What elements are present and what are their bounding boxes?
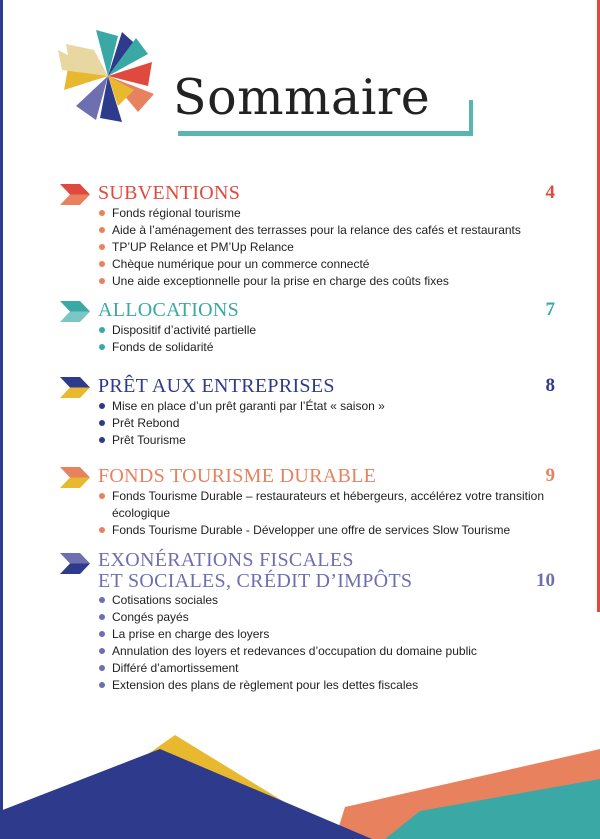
list-item[interactable]: Extension des plans de règlement pour les dettes fiscales [98,677,555,694]
bullet-dot [99,614,105,620]
list-item[interactable]: Fonds Tourisme Durable – restaurateurs et hébergeurs, accélérez votre transition écologique [98,488,555,522]
item-list [98,488,555,539]
page-number: 9 [545,465,555,486]
section-title: ALLOCATIONS [98,299,240,321]
chevron-right-icon [60,553,90,574]
list-item[interactable]: Une aide exceptionnelle pour la prise en charge des coûts fixes [98,273,555,290]
bullet-dot [99,597,105,603]
section-allocations [60,298,555,356]
section-title-line-1: EXONÉRATIONS FISCALES [98,549,354,571]
bullet-dot [99,244,105,250]
chevron-right-icon [60,184,90,205]
section-subventions [60,181,555,290]
section-title: FONDS TOURISME DURABLE [98,465,377,487]
section-heading[interactable] [60,374,555,398]
page-number: 8 [545,375,555,396]
page-number: 7 [545,299,555,320]
decorative-footer-shapes [0,735,600,839]
list-item[interactable]: TP’UP Relance et PM’Up Relance [98,239,555,256]
list-item[interactable]: Fonds de solidarité [98,339,555,356]
page-title: Sommaire [173,69,431,126]
list-item[interactable]: Mise en place d’un prêt garanti par l’État « saison » [98,398,555,415]
section-title: SUBVENTIONS [98,182,241,204]
list-item[interactable]: Fonds régional tourisme [98,205,555,222]
chevron-right-icon [60,467,90,488]
bullet-dot [99,327,105,333]
section-heading[interactable] [60,181,555,205]
bullet-dot [99,631,105,637]
section-fonds-tourisme-durable [60,464,555,539]
list-item[interactable]: Cotisations sociales [98,592,555,609]
list-item[interactable]: La prise en charge des loyers [98,626,555,643]
list-item[interactable]: Chèque numérique pour un commerce connecté [98,256,555,273]
list-item[interactable]: Prêt Tourisme [98,432,555,449]
list-item[interactable]: Différé d’amortissement [98,660,555,677]
list-item[interactable]: Aide à l’aménagement des terrasses pour la relance des cafés et restaurants [98,222,555,239]
bullet-dot [99,261,105,267]
section-title: PRÊT AUX ENTREPRISES [98,375,335,397]
title-underline [178,131,473,136]
page-number: 10 [536,570,555,591]
bullet-dot [99,344,105,350]
bullet-dot [99,493,105,499]
bullet-dot [99,210,105,216]
page-number: 4 [545,182,555,203]
bullet-dot [99,403,105,409]
chevron-right-icon [60,301,90,322]
item-list [98,205,555,290]
section-heading[interactable] [60,464,555,488]
list-item[interactable]: Dispositif d’activité partielle [98,322,555,339]
title-underline-end [469,100,473,136]
section-title [98,550,412,592]
bullet-dot [99,665,105,671]
list-item[interactable]: Fonds Tourisme Durable - Développer une offre de services Slow Tourisme [98,522,555,539]
bullet-dot [99,527,105,533]
section-title-line-2: ET SOCIALES, CRÉDIT D’IMPÔTS [98,570,413,592]
bullet-dot [99,682,105,688]
star-logo-icon [50,18,166,134]
left-edge-stripe [0,0,3,839]
bullet-dot [99,227,105,233]
bullet-dot [99,278,105,284]
section-heading[interactable] [60,550,555,592]
list-item[interactable]: Prêt Rebond [98,415,555,432]
section-pret-entreprises [60,374,555,449]
item-list [98,398,555,449]
bullet-dot [99,420,105,426]
bullet-dot [99,437,105,443]
item-list [98,322,555,356]
item-list [98,592,555,694]
section-heading[interactable] [60,298,555,322]
list-item[interactable]: Annulation des loyers et redevances d’occupation du domaine public [98,643,555,660]
bullet-dot [99,648,105,654]
chevron-right-icon [60,377,90,398]
list-item[interactable]: Congés payés [98,609,555,626]
section-exonerations [60,550,555,694]
